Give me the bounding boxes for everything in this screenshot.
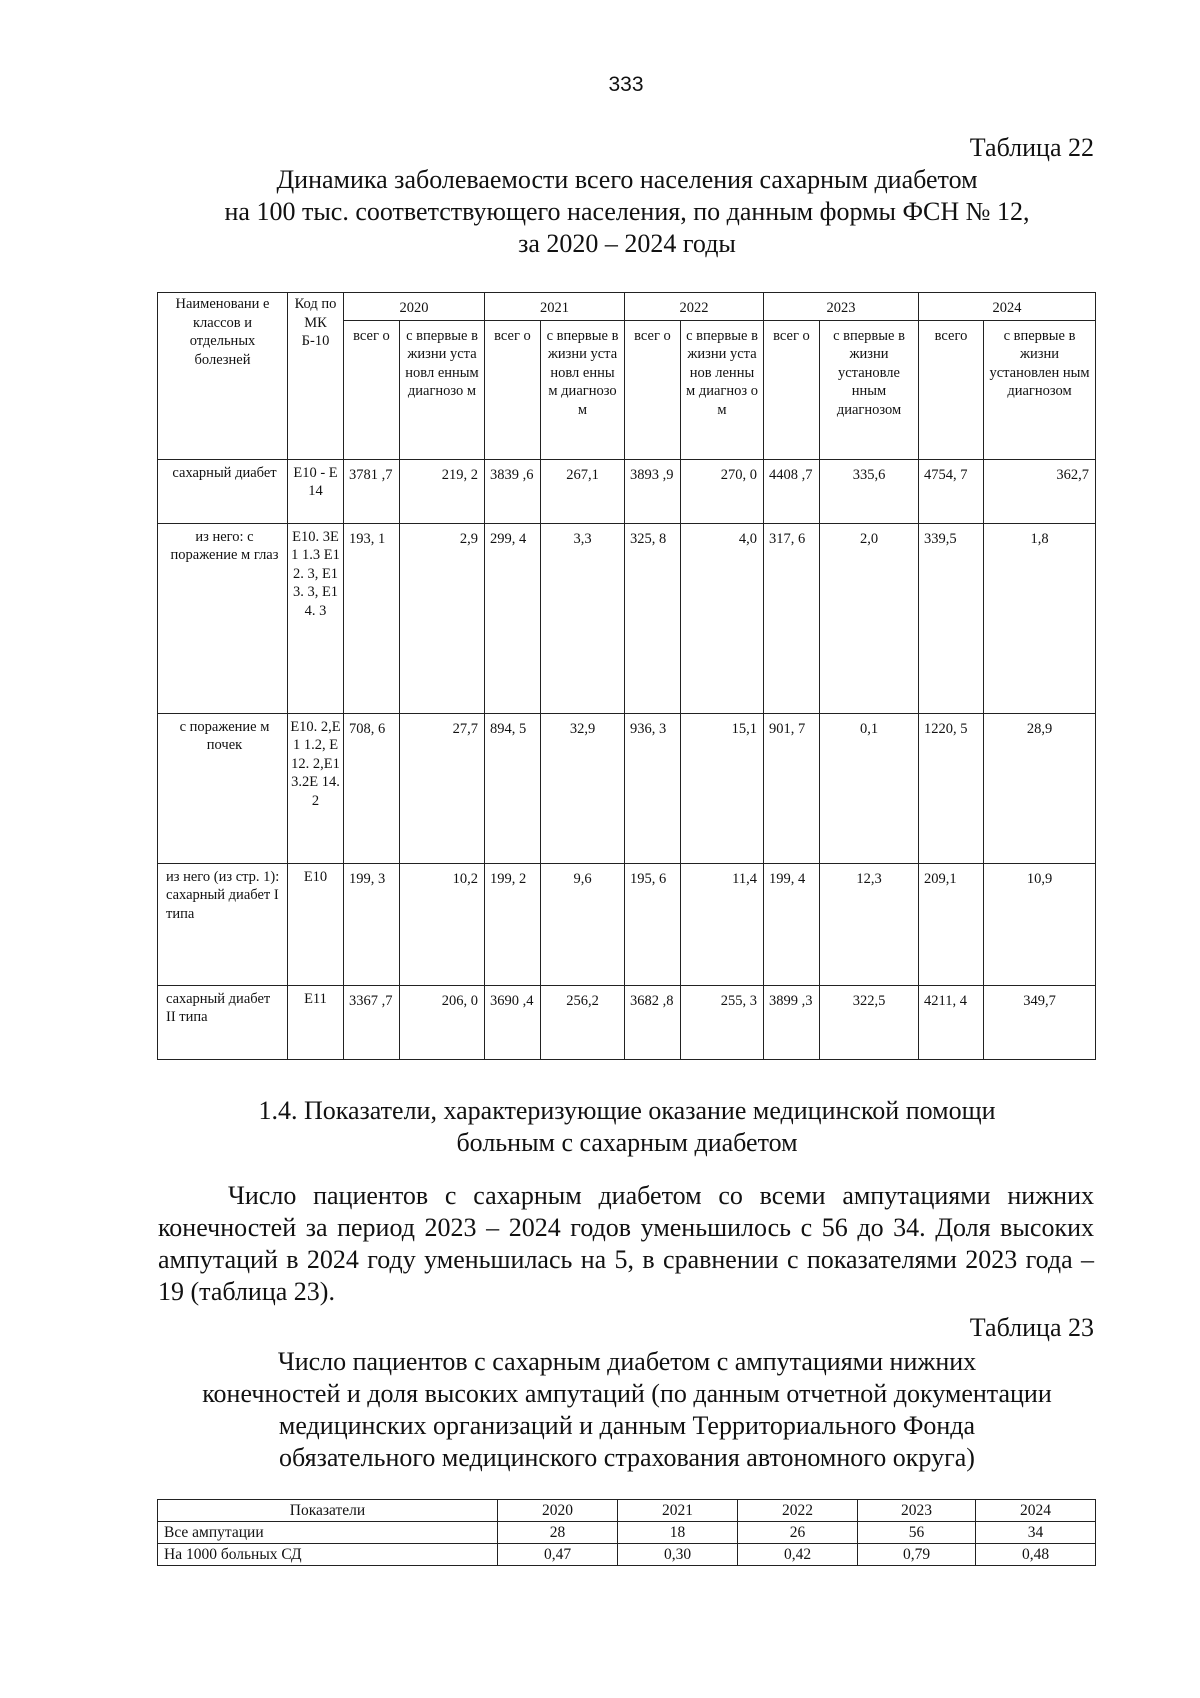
cell-new: 28,9 [984, 713, 1096, 863]
table-23 [157, 1499, 1096, 1566]
cell-total: 199, 4 [764, 863, 820, 985]
table-row [158, 863, 1096, 985]
cell-total: 325, 8 [625, 523, 681, 713]
cell-new: 206, 0 [400, 985, 485, 1059]
cell-new: 335,6 [820, 459, 919, 523]
cell-total: 3367 ,7 [344, 985, 400, 1059]
cell-new: 322,5 [820, 985, 919, 1059]
table-23-title-line: обязательного медицинского страхования автономного округа) [279, 1443, 975, 1472]
table-23-title-line: конечностей и доля высоких ампутаций (по данным отчетной документации [202, 1379, 1052, 1408]
cell-value: 56 [858, 1522, 976, 1544]
table-22-title [160, 164, 1094, 260]
cell-new: 15,1 [681, 713, 764, 863]
cell-total: 3893 ,9 [625, 459, 681, 523]
header-new-cases: с впервые в жизни установле нным диагнозом [820, 320, 919, 459]
cell-value: 26 [738, 1522, 858, 1544]
header-total: всего [919, 320, 984, 459]
table-row [158, 713, 1096, 863]
cell-new: 2,0 [820, 523, 919, 713]
table-22-title-line: за 2020 – 2024 годы [518, 229, 736, 258]
cell-total: 708, 6 [344, 713, 400, 863]
row-code: E10 [288, 863, 344, 985]
cell-total: 4408 ,7 [764, 459, 820, 523]
row-name: На 1000 больных СД [158, 1544, 498, 1566]
cell-total: 936, 3 [625, 713, 681, 863]
row-name: из него (из стр. 1): сахарный диабет I типа [158, 863, 288, 985]
cell-new: 219, 2 [400, 459, 485, 523]
cell-total: 1220, 5 [919, 713, 984, 863]
section-heading [160, 1095, 1094, 1159]
cell-total: 3839 ,6 [485, 459, 541, 523]
header-total: всег о [625, 320, 681, 459]
cell-total: 195, 6 [625, 863, 681, 985]
cell-new: 2,9 [400, 523, 485, 713]
cell-value: 18 [618, 1522, 738, 1544]
cell-value: 0,48 [976, 1544, 1096, 1566]
cell-new: 4,0 [681, 523, 764, 713]
cell-total: 193, 1 [344, 523, 400, 713]
cell-total: 199, 3 [344, 863, 400, 985]
row-code: E10. 2,E1 1.2, E12. 2,E1 3.2E 14.2 [288, 713, 344, 863]
cell-value: 28 [498, 1522, 618, 1544]
table-header-row [158, 293, 1096, 321]
cell-new: 0,1 [820, 713, 919, 863]
cell-value: 34 [976, 1522, 1096, 1544]
header-year: 2020 [498, 1500, 618, 1522]
header-name: Наименовани е классов и отдельных болезней [158, 293, 288, 460]
cell-value: 0,42 [738, 1544, 858, 1566]
cell-value: 0,79 [858, 1544, 976, 1566]
row-name: с поражение м почек [158, 713, 288, 863]
cell-total: 4754, 7 [919, 459, 984, 523]
cell-new: 349,7 [984, 985, 1096, 1059]
row-name: сахарный диабет II типа [158, 985, 288, 1059]
cell-total: 199, 2 [485, 863, 541, 985]
header-total: всег о [344, 320, 400, 459]
cell-value: 0,47 [498, 1544, 618, 1566]
header-new-cases: с впервые в жизни установлен ным диагнозом [984, 320, 1096, 459]
row-name: сахарный диабет [158, 459, 288, 523]
table-22 [157, 292, 1096, 1060]
row-name: из него: с поражение м глаз [158, 523, 288, 713]
header-year: 2020 [344, 293, 485, 321]
header-indicator: Показатели [158, 1500, 498, 1522]
cell-new: 267,1 [541, 459, 625, 523]
cell-total: 3690 ,4 [485, 985, 541, 1059]
cell-new: 27,7 [400, 713, 485, 863]
cell-total: 3781 ,7 [344, 459, 400, 523]
table-23-label: Таблица 23 [969, 1313, 1094, 1342]
header-year: 2021 [618, 1500, 738, 1522]
cell-total: 317, 6 [764, 523, 820, 713]
row-code: E10. 3E1 1.3 E12. 3, E13. 3, E14. 3 [288, 523, 344, 713]
cell-total: 299, 4 [485, 523, 541, 713]
body-paragraph: Число пациентов с сахарным диабетом со всеми ампутациями нижних конечностей за период 2023 – 2024 годов уменьшилось с 56 до 34. Доля высоких ампутаций в 2024 году уменьшилась на 5, в сравнении с показателями 2023 года – 19 (таблица 23). [158, 1181, 1094, 1306]
header-year: 2021 [485, 293, 625, 321]
cell-value: 0,30 [618, 1544, 738, 1566]
cell-total: 4211, 4 [919, 985, 984, 1059]
header-new-cases: с впервые в жизни установл енным диагнозо м [541, 320, 625, 459]
cell-new: 270, 0 [681, 459, 764, 523]
header-new-cases: с впервые в жизни установ ленным диагноз ом [681, 320, 764, 459]
cell-new: 362,7 [984, 459, 1096, 523]
table-header-row [158, 1500, 1096, 1522]
header-year: 2022 [625, 293, 764, 321]
section-heading-line: 1.4. Показатели, характеризующие оказание медицинской помощи [258, 1096, 996, 1125]
cell-new: 10,2 [400, 863, 485, 985]
cell-new: 12,3 [820, 863, 919, 985]
cell-total: 901, 7 [764, 713, 820, 863]
section-heading-line: больным с сахарным диабетом [456, 1128, 798, 1157]
page-number: 333 [608, 73, 644, 96]
header-code: Код по МК Б-10 [288, 293, 344, 460]
cell-new: 10,9 [984, 863, 1096, 985]
header-total: всег о [764, 320, 820, 459]
cell-total: 3899 ,3 [764, 985, 820, 1059]
table-row [158, 985, 1096, 1059]
row-code: E10 - E14 [288, 459, 344, 523]
table-row [158, 523, 1096, 713]
cell-new: 9,6 [541, 863, 625, 985]
table-row [158, 1544, 1096, 1566]
header-total: всег о [485, 320, 541, 459]
cell-total: 339,5 [919, 523, 984, 713]
table-23-title [160, 1346, 1094, 1474]
header-year: 2024 [919, 293, 1096, 321]
cell-total: 894, 5 [485, 713, 541, 863]
cell-new: 256,2 [541, 985, 625, 1059]
table-22-title-line: на 100 тыс. соответствующего населения, по данным формы ФСН № 12, [224, 197, 1030, 226]
header-year: 2023 [764, 293, 919, 321]
header-year: 2022 [738, 1500, 858, 1522]
header-year: 2024 [976, 1500, 1096, 1522]
header-year: 2023 [858, 1500, 976, 1522]
table-22-label: Таблица 22 [969, 133, 1094, 162]
cell-new: 3,3 [541, 523, 625, 713]
row-code: E11 [288, 985, 344, 1059]
cell-new: 1,8 [984, 523, 1096, 713]
table-row [158, 1522, 1096, 1544]
cell-new: 11,4 [681, 863, 764, 985]
cell-new: 32,9 [541, 713, 625, 863]
row-name: Все ампутации [158, 1522, 498, 1544]
table-23-title-line: медицинских организаций и данным Территориального Фонда [278, 1411, 976, 1440]
cell-total: 209,1 [919, 863, 984, 985]
table-22-title-line: Динамика заболеваемости всего населения сахарным диабетом [276, 165, 978, 194]
cell-new: 255, 3 [681, 985, 764, 1059]
table-23-title-line: Число пациентов с сахарным диабетом с ампутациями нижних [277, 1347, 977, 1376]
table-row [158, 459, 1096, 523]
header-new-cases: с впервые в жизни установл енным диагнозо м [400, 320, 485, 459]
cell-total: 3682 ,8 [625, 985, 681, 1059]
